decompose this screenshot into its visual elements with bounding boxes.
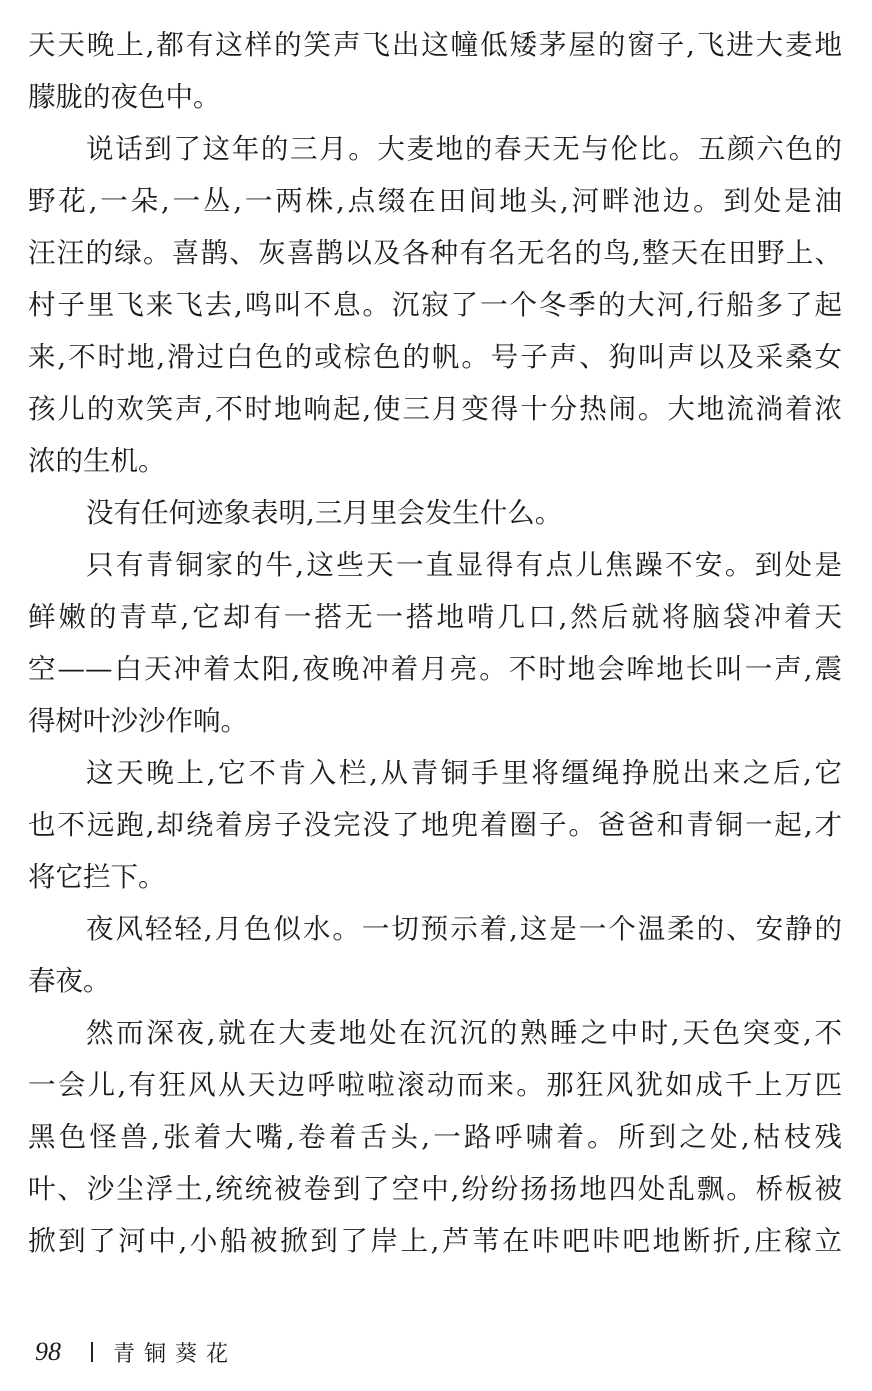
paragraph bbox=[28, 1007, 842, 1267]
book-title: 青铜葵花 bbox=[113, 1341, 238, 1367]
text-line: 天天晚上,都有这样的笑声飞出这幢低矮茅屋的窗子,飞进大麦地 bbox=[28, 29, 842, 61]
paragraph bbox=[28, 747, 842, 903]
text-line: 夜风轻轻,月色似水。一切预示着,这是一个温柔的、安静的 bbox=[86, 913, 842, 945]
text-line: 春夜。 bbox=[28, 965, 111, 997]
text-line: 孩儿的欢笑声,不时地响起,使三月变得十分热闹。大地流淌着浓 bbox=[28, 393, 842, 425]
text-line: 没有任何迹象表明,三月里会发生什么。 bbox=[86, 497, 563, 529]
footer-divider bbox=[91, 1342, 93, 1362]
text-line: 然而深夜,就在大麦地处在沉沉的熟睡之中时,天色突变,不 bbox=[86, 1017, 842, 1049]
text-line: 野花,一朵,一丛,一两株,点缀在田间地头,河畔池边。到处是油 bbox=[28, 185, 842, 217]
page-footer bbox=[35, 1332, 237, 1372]
text-line: 一会儿,有狂风从天边呼啦啦滚动而来。那狂风犹如成千上万匹 bbox=[28, 1069, 842, 1101]
text-line: 只有青铜家的牛,这些天一直显得有点儿焦躁不安。到处是 bbox=[86, 549, 842, 581]
text-line: 浓的生机。 bbox=[28, 445, 166, 477]
page-number: 98 bbox=[35, 1337, 61, 1366]
text-line: 空——白天冲着太阳,夜晚冲着月亮。不时地会哞地长叫一声,震 bbox=[28, 653, 842, 685]
paragraph bbox=[28, 123, 842, 487]
text-line: 朦胧的夜色中。 bbox=[28, 81, 221, 113]
text-line: 说话到了这年的三月。大麦地的春天无与伦比。五颜六色的 bbox=[86, 133, 842, 165]
text-line: 来,不时地,滑过白色的或棕色的帆。号子声、狗叫声以及采桑女 bbox=[28, 341, 842, 373]
body-text bbox=[28, 19, 842, 1267]
text-line: 村子里飞来飞去,鸣叫不息。沉寂了一个冬季的大河,行船多了起 bbox=[28, 289, 842, 321]
text-line: 鲜嫩的青草,它却有一搭无一搭地啃几口,然后就将脑袋冲着天 bbox=[28, 601, 842, 633]
paragraph bbox=[28, 19, 842, 123]
paragraph bbox=[28, 539, 842, 747]
paragraph bbox=[28, 487, 842, 539]
text-line: 将它拦下。 bbox=[28, 861, 166, 893]
text-line: 叶、沙尘浮土,统统被卷到了空中,纷纷扬扬地四处乱飘。桥板被 bbox=[28, 1173, 842, 1205]
text-line: 掀到了河中,小船被掀到了岸上,芦苇在咔吧咔吧地断折,庄稼立 bbox=[28, 1225, 842, 1257]
paragraph bbox=[28, 903, 842, 1007]
text-line: 这天晚上,它不肯入栏,从青铜手里将缰绳挣脱出来之后,它 bbox=[86, 757, 842, 789]
text-line: 也不远跑,却绕着房子没完没了地兜着圈子。爸爸和青铜一起,才 bbox=[28, 809, 842, 841]
text-line: 得树叶沙沙作响。 bbox=[28, 705, 248, 737]
text-line: 汪汪的绿。喜鹊、灰喜鹊以及各种有名无名的鸟,整天在田野上、 bbox=[28, 237, 842, 269]
text-line: 黑色怪兽,张着大嘴,卷着舌头,一路呼啸着。所到之处,枯枝残 bbox=[28, 1121, 842, 1153]
